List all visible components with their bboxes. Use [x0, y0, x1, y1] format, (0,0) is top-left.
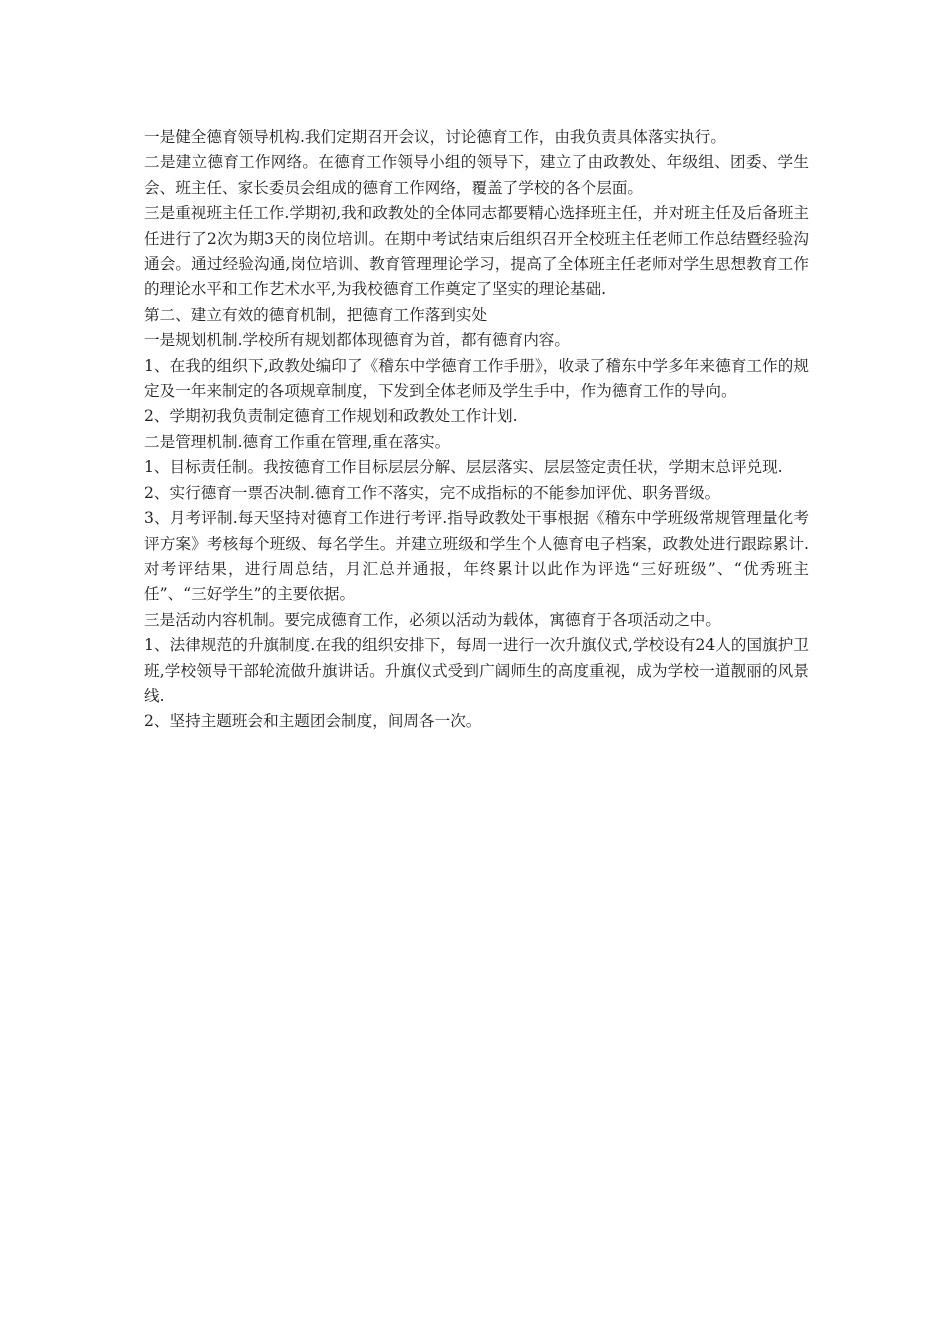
list-item-veto-system: 2、实行德育一票否决制.德育工作不落实，完不成指标的不能参加评优、职务晋级。: [144, 483, 721, 502]
paragraph-moral-network: 二是建立德育工作网络。在德育工作领导小组的领导下，建立了由政教处、年级组、团委、学生会、班主任、家长委员会组成的德育工作网络，覆盖了学校的各个层面。: [144, 153, 809, 197]
paragraph-management-mechanism: 二是管理机制.德育工作重在管理,重在落实。: [144, 432, 451, 451]
paragraph-activity-mechanism: 三是活动内容机制。要完成德育工作，必须以活动为载体，寓德育于各项活动之中。: [144, 610, 721, 629]
paragraph-planning-mechanism: 一是规划机制.学校所有规划都体现德育为首，都有德育内容。: [144, 331, 570, 350]
list-item-target-responsibility: 1、目标责任制。我按德育工作目标层层分解、层层落实、层层签定责任状，学期末总评兑现.: [144, 458, 783, 477]
list-item-flag-raising: 1、法律规范的升旗制度.在我的组织安排下，每周一进行一次升旗仪式,学校设有24人的国旗护卫班,学校领导干部轮流做升旗讲话。升旗仪式受到广阔师生的高度重视，成为学校一道靓丽的风景线.: [144, 636, 809, 705]
list-item-work-plan: 2、学期初我负责制定德育工作规划和政教处工作计划.: [144, 407, 518, 426]
section-heading-mechanism: 第二、建立有效的德育机制，把德育工作落到实处: [144, 305, 488, 324]
list-item-theme-meetings: 2、坚持主题班会和主题团会制度，间周各一次。: [144, 712, 482, 731]
document-body: [144, 125, 809, 735]
paragraph-leadership-body: 一是健全德育领导机构.我们定期召开会议，讨论德育工作，由我负责具体落实执行。: [144, 128, 726, 146]
paragraph-head-teacher-work: 三是重视班主任工作.学期初,我和政教处的全体同志都要精心选择班主任，并对班主任及后备班主任进行了2次为期3天的岗位培训。在期中考试结束后组织召开全校班主任老师工作总结暨经验沟通会。通过经验沟通,岗位培训、教育管理理论学习，提高了全体班主任老师对学生思想教育工作的理论水平和工作艺术水平,为我校德育工作奠定了坚实的理论基础.: [144, 204, 809, 299]
list-item-handbook: 1、在我的组织下,政教处编印了《稽东中学德育工作手册》，收录了稽东中学多年来德育工作的规定及一年来制定的各项规章制度，下发到全体老师及学生手中，作为德育工作的导向。: [144, 356, 809, 401]
list-item-monthly-evaluation: 3、月考评制.每天坚持对德育工作进行考评.指导政教处干事根据《稽东中学班级常规管理量化考评方案》考核每个班级、每名学生。并建立班级和学生个人德育电子档案，政教处进行跟踪累计.对考评结果，进行周总结，月汇总并通报，年终累计以此作为评选“三好班级”、“优秀班主任”、“三好学生”的主要依据。: [144, 509, 809, 604]
